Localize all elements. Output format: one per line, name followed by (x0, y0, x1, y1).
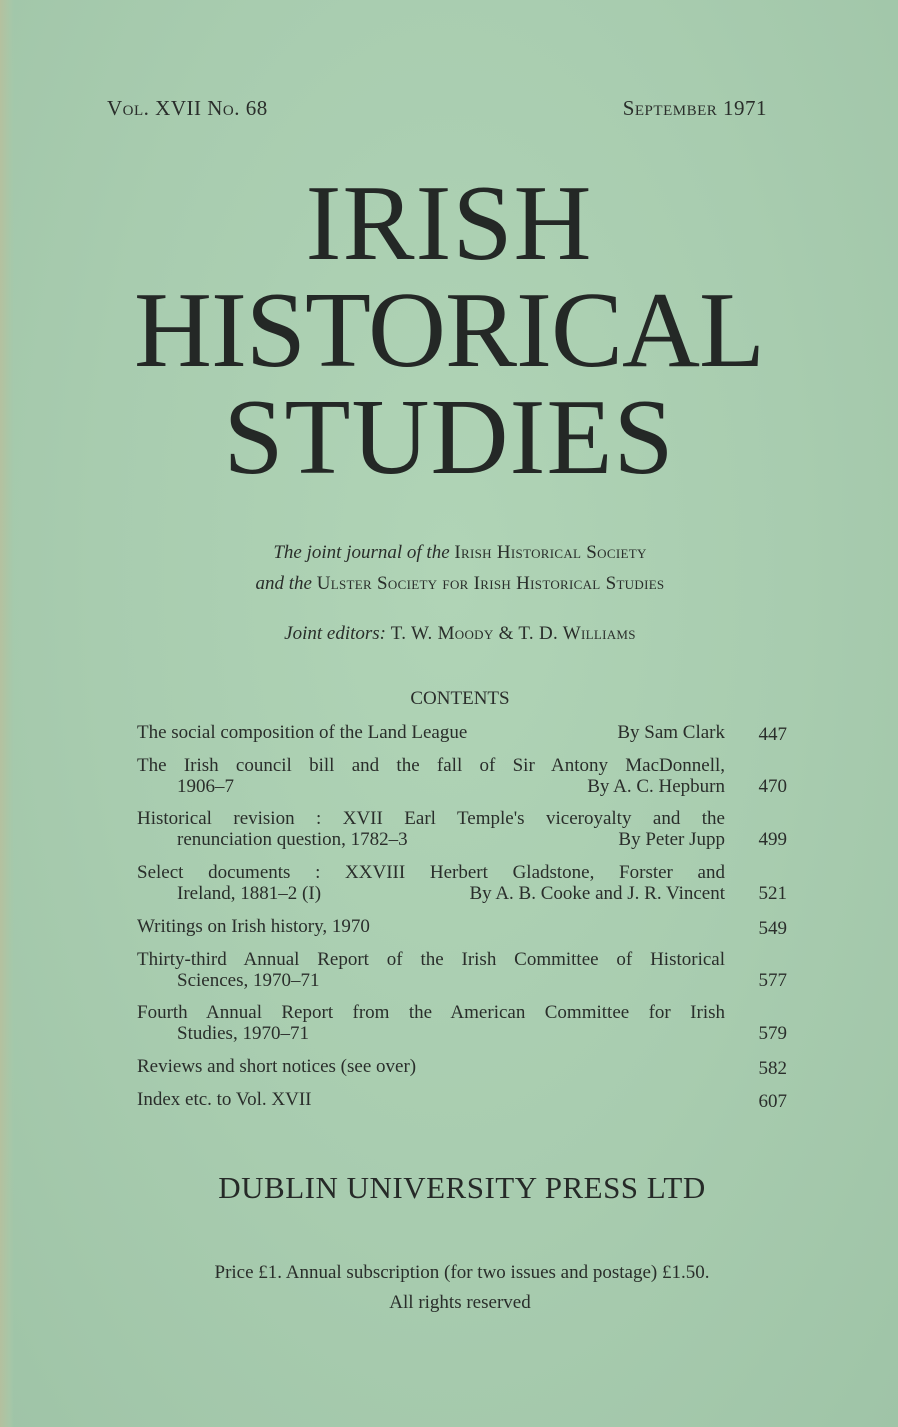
toc-entry-page: 607 (758, 1091, 787, 1112)
toc-entry-page: 577 (758, 970, 787, 991)
toc-entry (137, 916, 787, 937)
toc-entry-continuation: Sciences, 1970–71 (177, 970, 320, 991)
toc-entry-page: 582 (758, 1058, 787, 1079)
toc-entry-title: Select documents : XXVIII Herbert Gladstone, Forster and (137, 862, 725, 883)
price-line: Price £1. Annual subscription (for two issues and postage) £1.50. (214, 1262, 710, 1283)
subtitle-italic-1: The joint journal of the (273, 542, 450, 563)
toc-entry (137, 722, 787, 743)
toc-entry (137, 1002, 787, 1044)
title-line-1: IRISH (305, 164, 593, 283)
editors-line (0, 618, 898, 649)
editors-names: T. W. Moody & T. D. Williams (390, 623, 636, 644)
toc-entry-page: 521 (758, 883, 787, 904)
toc-entry-title: Reviews and short notices (see over) (137, 1056, 417, 1077)
publisher-name: DUBLIN UNIVERSITY PRESS LTD (218, 1170, 706, 1205)
toc-entry-page: 579 (758, 1023, 787, 1044)
toc-entry-continuation: 1906–7 (177, 776, 234, 797)
toc-entry (137, 1089, 787, 1110)
rights-line: All rights reserved (389, 1292, 531, 1313)
toc-entry-title: Index etc. to Vol. XVII (137, 1089, 312, 1110)
contents-heading: CONTENTS (410, 688, 510, 709)
toc-entry-continuation: Studies, 1970–71 (177, 1023, 309, 1044)
toc-entry-title: The social composition of the Land League (137, 722, 468, 743)
editors-label: Joint editors: (284, 623, 387, 644)
toc-entry-page: 549 (758, 918, 787, 939)
issue-date: September 1971 (622, 96, 767, 120)
society-name-2: Ulster Society for Irish Historical Studies (316, 573, 665, 594)
society-name-1: Irish Historical Society (454, 542, 647, 563)
title-line-3: STUDIES (223, 378, 675, 497)
toc-entry (137, 949, 787, 991)
toc-entry-title: Writings on Irish history, 1970 (137, 916, 370, 937)
toc-entry (137, 755, 787, 797)
issue-header (107, 96, 767, 124)
volume-number: Vol. XVII No. 68 (107, 96, 268, 120)
toc-entry-author: By A. B. Cooke and J. R. Vincent (469, 883, 725, 904)
toc-entry (137, 1056, 787, 1077)
toc-entry-page: 447 (758, 724, 787, 745)
subtitle-line-1 (0, 537, 898, 568)
toc-entry-title: Historical revision : XVII Earl Temple's viceroyalty and the (137, 808, 725, 829)
subtitle-line-2 (0, 568, 898, 599)
toc-entry-title: Fourth Annual Report from the American Committee for Irish (137, 1002, 725, 1023)
toc-entry-author: By Sam Clark (617, 722, 725, 743)
toc-entry (137, 808, 787, 850)
subtitle-italic-2: and the (255, 573, 312, 594)
toc-entry (137, 862, 787, 904)
toc-entry-title: Thirty-third Annual Report of the Irish Committee of Historical (137, 949, 725, 970)
toc-entry-title: The Irish council bill and the fall of Sir Antony MacDonnell, (137, 755, 725, 776)
toc-entry-page: 470 (758, 776, 787, 797)
toc-entry-continuation: Ireland, 1881–2 (I) (177, 883, 322, 904)
toc-entry-author: By Peter Jupp (618, 829, 725, 850)
toc-entry-author: By A. C. Hepburn (587, 776, 725, 797)
toc-entry-continuation: renunciation question, 1782–3 (177, 829, 408, 850)
toc-entry-page: 499 (758, 829, 787, 850)
title-line-2: HISTORICAL (133, 271, 765, 390)
